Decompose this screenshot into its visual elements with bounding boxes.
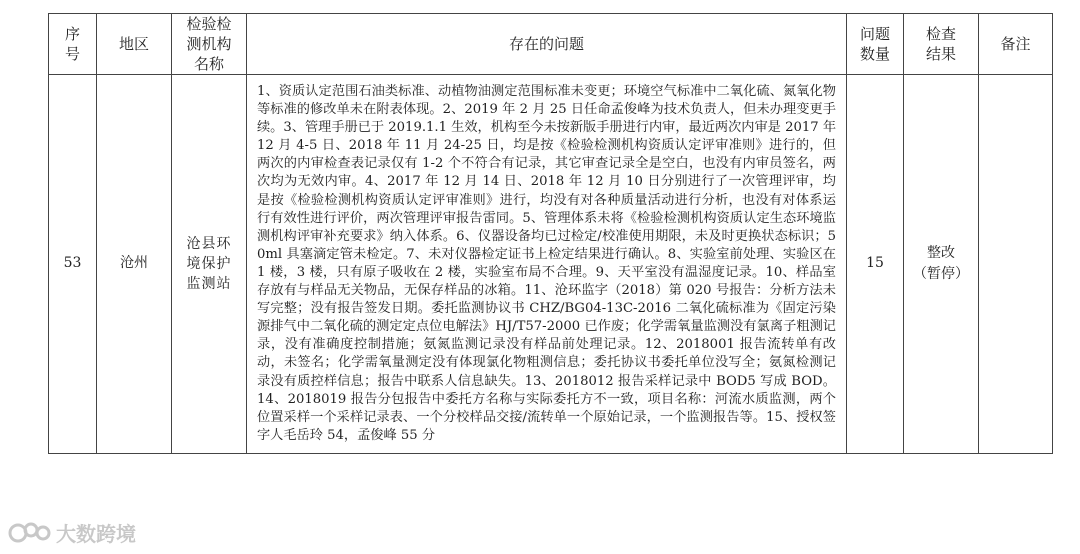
row-count: 15 bbox=[847, 75, 904, 454]
header-region: 地区 bbox=[97, 14, 172, 75]
inspection-table bbox=[48, 13, 1053, 454]
row-note bbox=[979, 75, 1053, 454]
table-row bbox=[49, 75, 1053, 454]
row-result bbox=[904, 75, 979, 454]
table-header-row bbox=[49, 14, 1053, 75]
row-issues: 1、资质认定范围石油类标准、动植物油测定范围标准未变更；环境空气标准中二氧化硫、氮氧化物等标准的修改单未在附表体现。2、2019 年 2 月 25 日任命孟俊峰为技术负责人，但未办理变更手续。3、管理手册已于 2019.1.1 生效，机构至今未按新版手册进行内审，最近两次内审是 2017 年 12 月 4-5 日、2018 年 11 月 24-25 日，均是按《检验检测机构资质认定评审准则》进行的，但两次的内审检查表记录仅有 1-2 个不符合有记录，其它审查记录全是空白，也没有内审员签名，两次均为无效内审。4、2017 年 12 月 14 日、2018 年 12 月 10 日分别进行了一次管理评审，均是按《检验检测机构资质认定评审准则》进行，均没有对各种质量活动进行分析，也没有对体系运行有效性进行评价，两次管理评审报告雷同。5、管理体系未将《检验检测机构资质认定生态环境监测机构评审补充要求》纳入体系。6、仪器设备均已过检定/校准使用期限，未及时更换状态标识；50ml 具塞滴定管未检定。7、未对仪器检定证书上检定结果进行确认。8、实验室前处理、实验区在 1 楼，3 楼，只有原子吸收在 2 楼，实验室布局不合理。9、天平室没有温湿度记录。10、样品室存放有与样品无关物品，无保存样品的冰箱。11、沧环监字（2018）第 020 号报告：分析方法未写完整；没有报告签发日期。委托监测协议书 CHZ/BG04-13C-2016 二氧化硫标准为《固定污染源排气中二氧化硫的测定定点位电解法》HJ/T57-2000 已作废；化学需氧量监测没有氯离子粗测记录，没有准确度控制措施；氨氮监测记录没有样品前处理记录。12、2018001 报告流转单有改动，未签名；化学需氧量测定没有体现氯化物粗测信息；委托协议书委托单位没写全；氨氮检测记录没有质控样信息；报告中联系人信息缺失。13、2018012 报告采样记录中 BOD5 写成 BOD。14、2018019 报告分包报告中委托方名称与实际委托方不一致，项目名称：河流水质监测，两个位置采样一个采样记录表、一个分校样品交接/流转单一个原始记录，一个监测报告等。15、授权签字人毛岳玲 54，孟俊峰 55 分 bbox=[247, 75, 847, 454]
header-issues: 存在的问题 bbox=[247, 14, 847, 75]
header-note: 备注 bbox=[979, 14, 1053, 75]
row-index: 53 bbox=[49, 75, 97, 454]
watermark-text: 大数跨境 bbox=[56, 522, 136, 546]
row-result-sub: （暂停） bbox=[913, 265, 969, 282]
header-org: 检验检测机构名称 bbox=[172, 14, 247, 75]
row-result-main: 整改 bbox=[927, 244, 955, 261]
header-index: 序号 bbox=[49, 14, 97, 75]
row-org-name: 沧县环境保护监测站 bbox=[172, 75, 247, 454]
header-count: 问题数量 bbox=[847, 14, 904, 75]
row-region: 沧州 bbox=[97, 75, 172, 454]
header-result: 检查结果 bbox=[904, 14, 979, 75]
brand-logo-icon bbox=[8, 520, 52, 546]
watermark bbox=[8, 518, 136, 547]
